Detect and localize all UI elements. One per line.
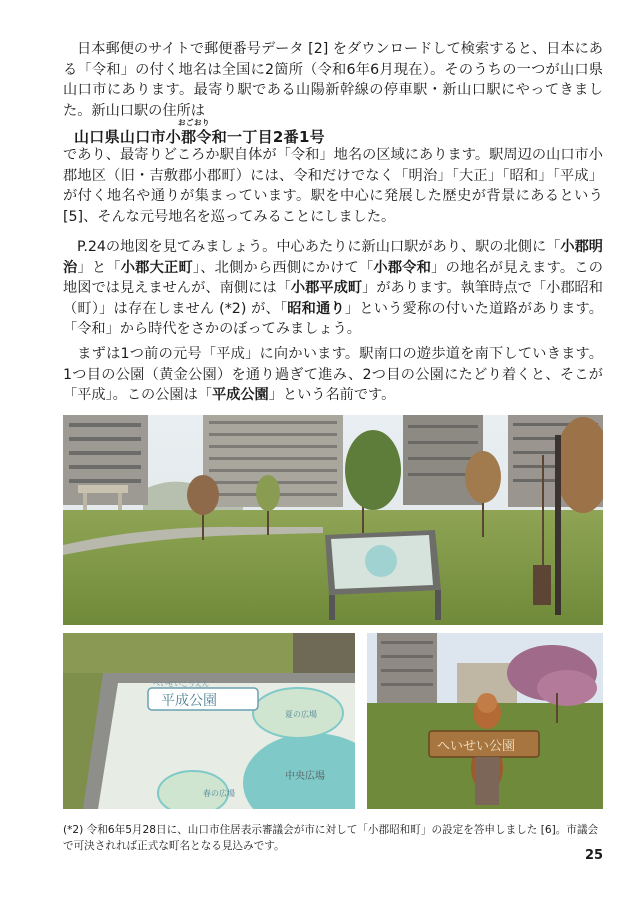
place-heisei-park: 平成公園 [211, 387, 269, 403]
paragraph-map [63, 237, 603, 340]
place-ogori-taisho: 小郡大正町 [120, 259, 193, 276]
sign-label-mid: 夏の広場 [285, 710, 317, 719]
sign-label-center: 中央広場 [285, 771, 325, 782]
paragraph-intro-text: 日本郵便のサイトで郵便番号データ [2] をダウンロードして検索すると、日本にある「令和」の付く地名は全国に2箇所（令和6年6月現在）。そのうちの一つが山口県山口市にあります。最寄り駅である山陽新幹線の停車駅・新山口駅にやってきました。新山口駅の住所は [63, 41, 603, 119]
sign-label-bottom: 春の広場 [203, 789, 235, 798]
wooden-sign-text: へいせい公園 [437, 739, 516, 754]
map-text-1: P.24の地図を見てみましょう。中心あたりに新山口駅があり、駅の北側に「 [77, 239, 561, 255]
paragraph-reiwa-area [63, 145, 603, 227]
photo-park-sign-closeup [63, 633, 355, 809]
map-text-2: 」と「 [77, 259, 121, 276]
paragraph-heisei [63, 344, 603, 406]
sign-closeup-title: 平成公園 [161, 693, 217, 709]
footnote: (*2) 令和6年5月28日に、山口市住居表示審議会が市に対して「小郡昭和町」の設定を答申しました [6]。市議会で可決されれば正式な町名となる見込みです。 [63, 824, 599, 852]
photo-wooden-sign [367, 633, 603, 809]
map-text-3: 」、北側から西側にかけて「 [192, 259, 374, 276]
map-text-5: 」があります。執筆時点で「小郡昭和（町）」は存在しません (*2) が、「 [63, 280, 603, 317]
place-ogori-heisei: 小郡平成町 [290, 280, 363, 296]
map-text-6: 」という愛称の付いた道路があります。「令和」から時代をさかのぼってみましょう。 [63, 300, 603, 337]
place-ogori-meiji: 小郡明治 [63, 239, 603, 276]
page-number: 25 [585, 848, 604, 863]
paragraph-reiwa-area-text: であり、最寄りどころか駅自体が「令和」地名の区域にあります。駅周辺の山口市小郡地区（旧・吉敷郡小郡町）には、令和だけでなく「明治」「大正」「昭和」「平成」が付く地名や通りが集まっています。駅を中心に発展した歴史が背景にあるという [5]、そんな元号地名を巡ってみることにしました。 [63, 147, 603, 225]
station-address: 山口県山口市小郡令和一丁目2番1号 [74, 128, 325, 146]
place-showa-dori: 昭和通り [287, 300, 345, 317]
address-block [74, 117, 374, 147]
paragraph-intro [63, 39, 603, 121]
place-ogori-reiwa: 小郡令和 [373, 259, 432, 276]
heisei-text-1: まずは1つ前の元号「平成」に向かいます。駅南口の遊歩道を南下していきます。1つ目の公園（黄金公園）を通り過ぎて進み、2つ目の公園にたどり着くと、そこが「平成」。この公園は「 [63, 346, 603, 403]
heisei-text-2: 」という名前です。 [268, 387, 396, 403]
photo-heisei-park-overview [63, 415, 603, 625]
sign-closeup-ruby: へいせいこうえん [153, 680, 209, 688]
map-text-4: 」の地名が見えます。この地図では見えませんが、南側には「 [63, 259, 603, 296]
address-ruby: おごおり [178, 118, 210, 127]
